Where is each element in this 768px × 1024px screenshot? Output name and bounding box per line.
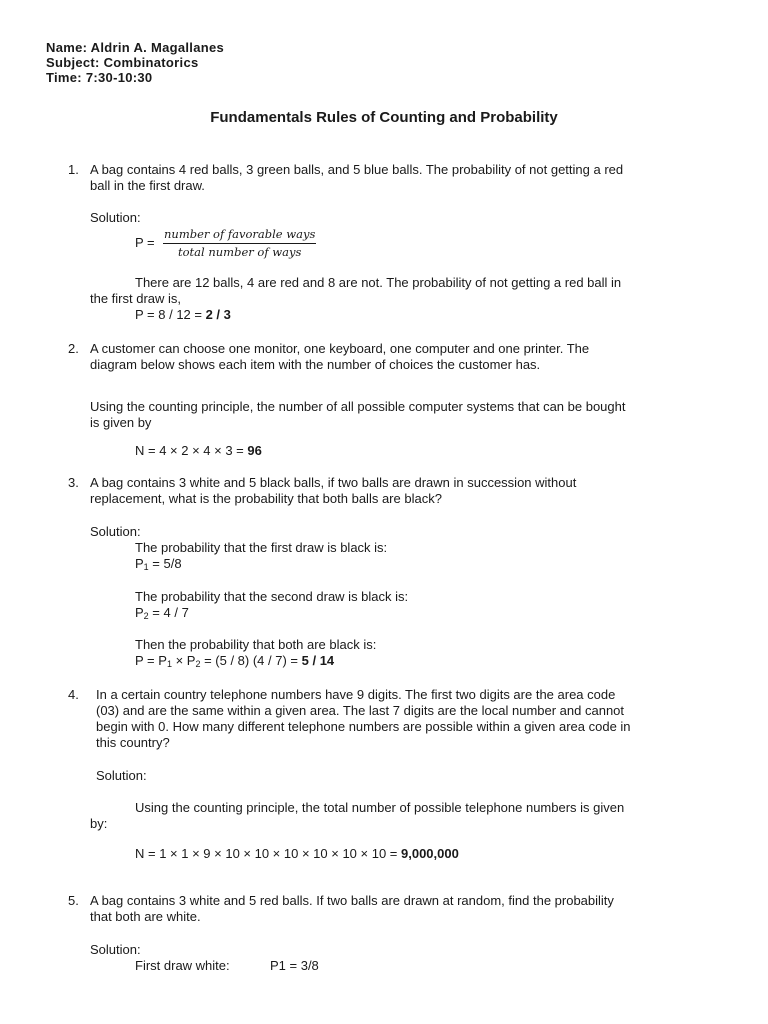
problem-3-answer: 5 / 14 bbox=[301, 653, 335, 668]
problem-4-solution-label: Solution: bbox=[96, 768, 147, 783]
student-name: Name: Aldrin A. Magallanes bbox=[46, 40, 225, 55]
fraction-denominator: total number of ways bbox=[178, 245, 302, 259]
prob-subscript: 1 bbox=[143, 562, 149, 572]
problem-2-solution-text: Using the counting principle, the number of all possible computer systems that can be bought bbox=[90, 399, 626, 414]
problem-3-number: 3. bbox=[68, 475, 79, 490]
answer-expression: N = 4 × 2 × 4 × 3 = bbox=[135, 443, 248, 458]
problem-1-solution-text-cont: the first draw is, bbox=[90, 291, 182, 306]
problem-5-number: 5. bbox=[68, 893, 79, 908]
problem-1-answer-line bbox=[135, 307, 231, 323]
problem-4-answer: 9,000,000 bbox=[401, 846, 459, 861]
problem-1-question-cont: ball in the first draw. bbox=[90, 178, 205, 193]
problem-1-formula-lhs: P = bbox=[135, 235, 155, 250]
problem-3-step-2: The probability that the second draw is black is: bbox=[135, 589, 409, 604]
problem-2-solution-text-cont: is given by bbox=[90, 415, 152, 430]
problem-4-question-cont: begin with 0. How many different telephone numbers are possible within a given area code in bbox=[96, 719, 631, 734]
prob-value: = 5/8 bbox=[148, 556, 182, 571]
problem-2-question: A customer can choose one monitor, one keyboard, one computer and one printer. The bbox=[90, 341, 590, 356]
problem-4-number: 4. bbox=[68, 687, 79, 702]
expr-part: = (5 / 8) (4 / 7) = bbox=[200, 653, 302, 668]
answer-expression: P = 8 / 12 = bbox=[135, 307, 206, 322]
problem-1-solution-label: Solution: bbox=[90, 210, 141, 225]
time: Time: 7:30-10:30 bbox=[46, 70, 153, 85]
subject: Subject: Combinatorics bbox=[46, 55, 199, 70]
problem-5-question-cont: that both are white. bbox=[90, 909, 201, 924]
problem-2-answer-line bbox=[135, 443, 262, 459]
problem-3-answer-line bbox=[135, 653, 334, 669]
problem-4-question-cont: this country? bbox=[96, 735, 170, 750]
problem-1-question: A bag contains 4 red balls, 3 green balls, and 5 blue balls. The probability of not getting a red bbox=[90, 162, 624, 177]
problem-2-question-cont: diagram below shows each item with the number of choices the customer has. bbox=[90, 357, 541, 372]
problem-3-step-1-value bbox=[135, 556, 182, 572]
expr-part: × P bbox=[171, 653, 196, 668]
problem-4-question: In a certain country telephone numbers have 9 digits. The first two digits are the area code bbox=[96, 687, 616, 702]
problem-3-step-1: The probability that the first draw is black is: bbox=[135, 540, 388, 555]
problem-5-step-1-value: P1 = 3/8 bbox=[270, 958, 319, 973]
page-title: Fundamentals Rules of Counting and Probability bbox=[210, 109, 558, 126]
problem-5-step-1-label: First draw white: bbox=[135, 958, 230, 973]
problem-4-question-cont: (03) and are the same within a given area. The last 7 digits are the local number and cannot bbox=[96, 703, 625, 718]
prob-subscript: 1 bbox=[166, 659, 172, 669]
problem-2-number: 2. bbox=[68, 341, 79, 356]
answer-expression: N = 1 × 1 × 9 × 10 × 10 × 10 × 10 × 10 × 10 = bbox=[135, 846, 401, 861]
problem-4-solution-text: Using the counting principle, the total number of possible telephone numbers is given bbox=[135, 800, 625, 815]
problem-1-answer: 2 / 3 bbox=[205, 307, 231, 322]
fraction-numerator: number of favorable ways bbox=[163, 227, 316, 244]
prob-value: = 4 / 7 bbox=[148, 605, 189, 620]
expr-part: P = P bbox=[135, 653, 167, 668]
problem-1-solution-text: There are 12 balls, 4 are red and 8 are not. The probability of not getting a red ball in bbox=[135, 275, 622, 290]
problem-3-step-3: Then the probability that both are black is: bbox=[135, 637, 377, 652]
prob-symbol: P bbox=[135, 556, 144, 571]
problem-5-solution-label: Solution: bbox=[90, 942, 141, 957]
prob-subscript: 2 bbox=[143, 611, 149, 621]
problem-3-question-cont: replacement, what is the probability that both balls are black? bbox=[90, 491, 442, 506]
problem-2-answer: 96 bbox=[247, 443, 262, 458]
prob-symbol: P bbox=[135, 605, 144, 620]
problem-3-question: A bag contains 3 white and 5 black balls, if two balls are drawn in succession without bbox=[90, 475, 577, 490]
problem-5-question: A bag contains 3 white and 5 red balls. If two balls are drawn at random, find the probability bbox=[90, 893, 614, 908]
problem-3-step-2-value bbox=[135, 605, 189, 621]
problem-4-answer-line bbox=[135, 846, 459, 862]
problem-3-solution-label: Solution: bbox=[90, 524, 141, 539]
problem-1-formula-fraction bbox=[163, 227, 316, 259]
problem-1-number: 1. bbox=[68, 162, 79, 177]
prob-subscript: 2 bbox=[195, 659, 201, 669]
problem-4-solution-text-cont: by: bbox=[90, 816, 108, 831]
